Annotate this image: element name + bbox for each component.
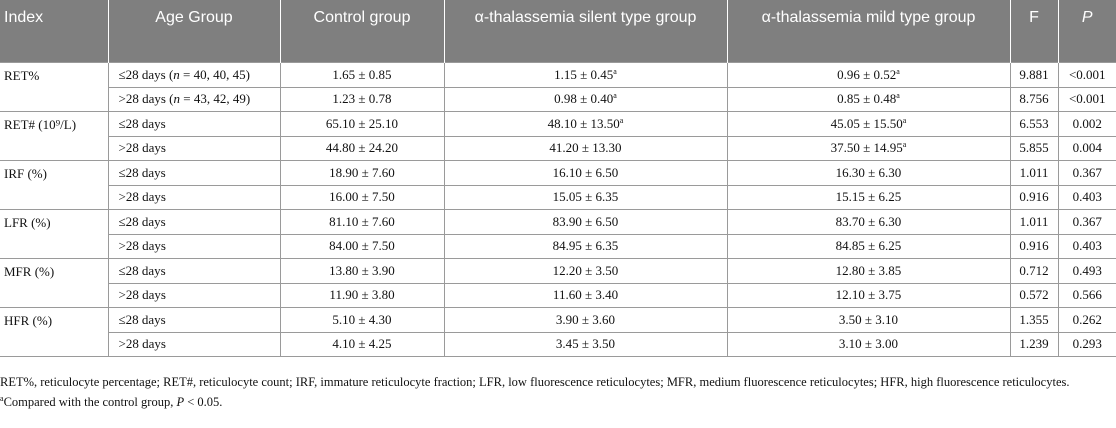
cell-control: 18.90 ± 7.60 <box>280 161 444 186</box>
cell-index: HFR (%) <box>0 308 108 357</box>
cell-age-group: ≤28 days <box>108 308 280 333</box>
cell-mild-value: 37.50 ± 14.95 <box>830 140 903 156</box>
cell-mild <box>727 332 1010 357</box>
header-control-group: Control group <box>280 0 444 63</box>
cell-control: 1.65 ± 0.85 <box>280 63 444 88</box>
cell-silent-value: 3.45 ± 3.50 <box>555 336 616 352</box>
cell-f: 1.011 <box>1010 210 1058 235</box>
cell-f: 5.855 <box>1010 136 1058 161</box>
cell-silent <box>444 259 727 284</box>
cell-control: 81.10 ± 7.60 <box>280 210 444 235</box>
cell-control: 16.00 ± 7.50 <box>280 185 444 210</box>
cell-f: 1.355 <box>1010 308 1058 333</box>
cell-f: 1.011 <box>1010 161 1058 186</box>
footnote-marker: a <box>0 393 4 403</box>
cell-mild-value: 12.10 ± 3.75 <box>835 287 902 303</box>
cell-mild <box>727 112 1010 137</box>
significance-marker: a <box>613 66 617 76</box>
header-f: F <box>1010 0 1058 63</box>
cell-p: <0.001 <box>1058 87 1116 112</box>
cell-p: <0.001 <box>1058 63 1116 88</box>
significance-marker: a <box>896 66 900 76</box>
cell-control: 65.10 ± 25.10 <box>280 112 444 137</box>
cell-age-group: >28 days <box>108 234 280 259</box>
cell-silent <box>444 63 727 88</box>
table-row <box>0 332 1116 357</box>
header-age-group: Age Group <box>108 0 280 63</box>
cell-age-group: >28 days <box>108 136 280 161</box>
table-row <box>0 308 1116 333</box>
cell-control: 44.80 ± 24.20 <box>280 136 444 161</box>
cell-silent-value: 48.10 ± 13.50 <box>547 115 620 131</box>
cell-silent-value: 84.95 ± 6.35 <box>552 238 619 254</box>
table-row <box>0 112 1116 137</box>
header-row <box>0 0 1116 63</box>
table-row <box>0 161 1116 186</box>
header-index: Index <box>0 0 108 63</box>
cell-f: 1.239 <box>1010 332 1058 357</box>
cell-mild-value: 16.30 ± 6.30 <box>835 164 902 180</box>
cell-silent-value: 41.20 ± 13.30 <box>549 140 622 156</box>
cell-mild-value: 83.70 ± 6.30 <box>835 213 902 229</box>
cell-mild <box>727 63 1010 88</box>
cell-control: 11.90 ± 3.80 <box>280 283 444 308</box>
cell-mild-value: 15.15 ± 6.25 <box>835 189 902 205</box>
cell-silent <box>444 112 727 137</box>
cell-age-group: ≤28 days <box>108 112 280 137</box>
cell-f: 0.916 <box>1010 185 1058 210</box>
cell-f: 6.553 <box>1010 112 1058 137</box>
table-row <box>0 283 1116 308</box>
cell-silent <box>444 87 727 112</box>
cell-mild-value: 3.10 ± 3.00 <box>838 336 899 352</box>
cell-age-group: >28 days (n = 43, 42, 49) <box>108 87 280 112</box>
cell-p: 0.367 <box>1058 210 1116 235</box>
cell-silent-value: 15.05 ± 6.35 <box>552 189 619 205</box>
cell-silent <box>444 161 727 186</box>
cell-silent-value: 3.90 ± 3.60 <box>555 311 616 327</box>
cell-silent-value: 12.20 ± 3.50 <box>552 262 619 278</box>
cell-f: 9.881 <box>1010 63 1058 88</box>
table-row <box>0 185 1116 210</box>
cell-silent <box>444 210 727 235</box>
table-footnotes <box>0 374 1112 410</box>
cell-mild <box>727 234 1010 259</box>
cell-mild <box>727 87 1010 112</box>
cell-silent <box>444 308 727 333</box>
cell-mild-value: 45.05 ± 15.50 <box>830 115 903 131</box>
cell-mild-value: 3.50 ± 3.10 <box>838 311 899 327</box>
footnote-significance <box>0 394 1112 411</box>
cell-p: 0.403 <box>1058 234 1116 259</box>
significance-marker: a <box>613 91 617 101</box>
cell-control: 1.23 ± 0.78 <box>280 87 444 112</box>
cell-p: 0.004 <box>1058 136 1116 161</box>
cell-mild <box>727 161 1010 186</box>
cell-silent-value: 11.60 ± 3.40 <box>552 287 619 303</box>
cell-p: 0.403 <box>1058 185 1116 210</box>
table-row <box>0 234 1116 259</box>
cell-f: 0.572 <box>1010 283 1058 308</box>
cell-mild <box>727 210 1010 235</box>
significance-marker: a <box>896 91 900 101</box>
cell-age-group: >28 days <box>108 332 280 357</box>
cell-silent-value: 1.15 ± 0.45 <box>554 66 614 82</box>
cell-age-group: ≤28 days <box>108 259 280 284</box>
significance-marker: a <box>902 115 907 125</box>
cell-age-group: >28 days <box>108 283 280 308</box>
cell-p: 0.493 <box>1058 259 1116 284</box>
cell-p: 0.002 <box>1058 112 1116 137</box>
cell-control: 5.10 ± 4.30 <box>280 308 444 333</box>
footnote-note-text: Compared with the control group, P < 0.05. <box>3 394 223 409</box>
cell-mild-value: 0.96 ± 0.52 <box>837 66 897 82</box>
cell-mild <box>727 308 1010 333</box>
cell-age-group: ≤28 days <box>108 161 280 186</box>
cell-mild <box>727 259 1010 284</box>
cell-silent-value: 16.10 ± 6.50 <box>552 164 619 180</box>
cell-control: 13.80 ± 3.90 <box>280 259 444 284</box>
header-silent-type-group: α-thalassemia silent type group <box>444 0 727 63</box>
cell-silent <box>444 283 727 308</box>
cell-mild-value: 84.85 ± 6.25 <box>835 238 902 254</box>
cell-index: RET# (10⁹/L) <box>0 112 108 161</box>
cell-f: 0.712 <box>1010 259 1058 284</box>
cell-control: 84.00 ± 7.50 <box>280 234 444 259</box>
cell-age-group: >28 days <box>108 185 280 210</box>
table-row <box>0 210 1116 235</box>
cell-mild-value: 0.85 ± 0.48 <box>837 91 897 107</box>
cell-control: 4.10 ± 4.25 <box>280 332 444 357</box>
cell-silent-value: 0.98 ± 0.40 <box>554 91 614 107</box>
table-row <box>0 136 1116 161</box>
cell-f: 0.916 <box>1010 234 1058 259</box>
significance-marker: a <box>619 115 624 125</box>
cell-silent <box>444 234 727 259</box>
cell-mild <box>727 283 1010 308</box>
cell-silent <box>444 185 727 210</box>
cell-silent-value: 83.90 ± 6.50 <box>552 213 619 229</box>
header-p: P <box>1058 0 1116 63</box>
cell-p: 0.262 <box>1058 308 1116 333</box>
cell-mild <box>727 136 1010 161</box>
header-mild-type-group: α-thalassemia mild type group <box>727 0 1010 63</box>
table-row <box>0 259 1116 284</box>
cell-age-group: ≤28 days <box>108 210 280 235</box>
cell-mild <box>727 185 1010 210</box>
cell-silent <box>444 136 727 161</box>
cell-index: LFR (%) <box>0 210 108 259</box>
cell-p: 0.367 <box>1058 161 1116 186</box>
significance-marker: a <box>902 140 907 150</box>
cell-index: MFR (%) <box>0 259 108 308</box>
cell-p: 0.293 <box>1058 332 1116 357</box>
table-row <box>0 87 1116 112</box>
table-row <box>0 63 1116 88</box>
cell-silent <box>444 332 727 357</box>
cell-index: IRF (%) <box>0 161 108 210</box>
footnote-abbreviations: RET%, reticulocyte percentage; RET#, reticulocyte count; IRF, immature reticulocyte fraction; LFR, low fluorescence reticulocytes; MFR, medium fluorescence reticulocytes; HFR, high fluorescence reticulocytes. <box>0 375 1070 389</box>
cell-index: RET% <box>0 63 108 112</box>
cell-p: 0.566 <box>1058 283 1116 308</box>
cell-age-group: ≤28 days (n = 40, 40, 45) <box>108 63 280 88</box>
cell-mild-value: 12.80 ± 3.85 <box>835 262 902 278</box>
cell-f: 8.756 <box>1010 87 1058 112</box>
